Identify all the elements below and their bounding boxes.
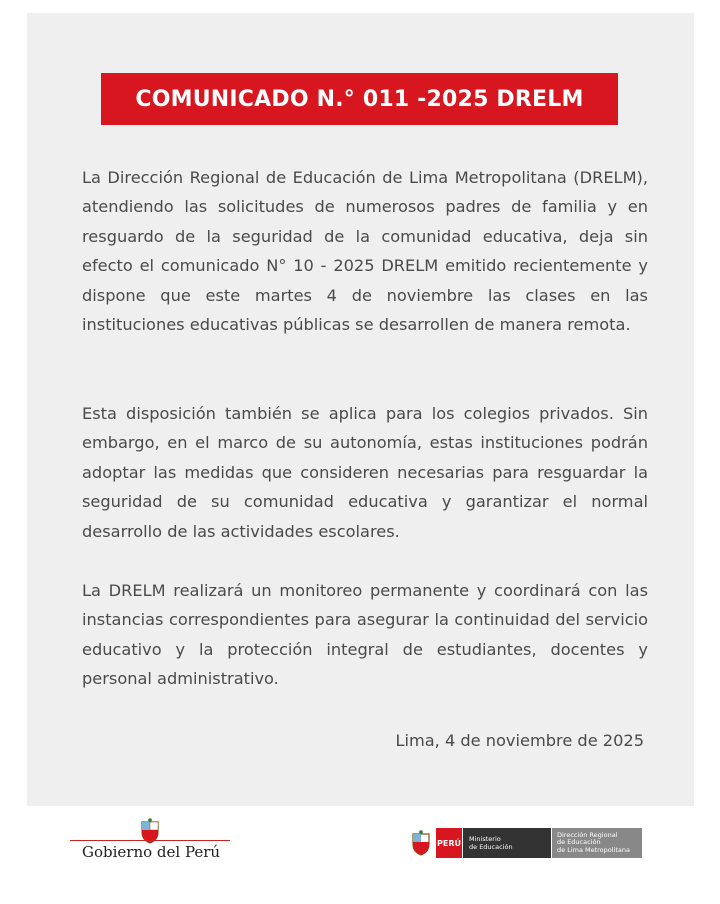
paragraph-3: La DRELM realizará un monitoreo permanente y coordinará con las instancias correspondientes para asegurar la continuidad del servicio educativo y la protección integral de estudiantes, docentes y personal administrativo.: [82, 581, 648, 689]
ministerio-logo: [410, 826, 642, 860]
date-line: Lima, 4 de noviembre de 2025: [395, 731, 644, 750]
peru-badge: PERÚ: [436, 828, 462, 858]
title-banner: [101, 73, 618, 125]
divider: [70, 840, 230, 841]
page-title: COMUNICADO N.° 011 -2025 DRELM: [135, 86, 584, 112]
ministerio-badge: [463, 828, 551, 858]
paragraph-1: La Dirección Regional de Educación de Lima Metropolitana (DRELM), atendiendo las solicitudes de numerosos padres de familia y en resguardo de la seguridad de la comunidad educativa, deja sin efecto el comunicado N° 10 - 2025 DRELM emitido recientemente y dispone que este martes 4 de noviembre las clases en las instituciones educativas públicas se desarrollen de manera remota.: [82, 168, 648, 335]
gobierno-logo: [70, 818, 235, 868]
ministerio-line-1: Ministerio: [469, 835, 501, 843]
direccion-line-2: de Educación: [557, 838, 601, 847]
coat-of-arms-icon: [410, 830, 432, 856]
gobierno-label: Gobierno del Perú: [82, 843, 221, 861]
ministerio-line-2: de Educación: [469, 843, 513, 851]
direccion-line-1: Dirección Regional: [557, 830, 618, 839]
direccion-badge: [552, 828, 642, 858]
direccion-line-3: de Lima Metropolitana: [557, 845, 631, 854]
paragraph-2: Esta disposición también se aplica para los colegios privados. Sin embargo, en el marco de su autonomía, estas instituciones podrán adoptar las medidas que consideren necesarias para resguardar la seguridad de su comunidad educativa y garantizar el normal desarrollo de las actividades escolares.: [82, 404, 648, 541]
